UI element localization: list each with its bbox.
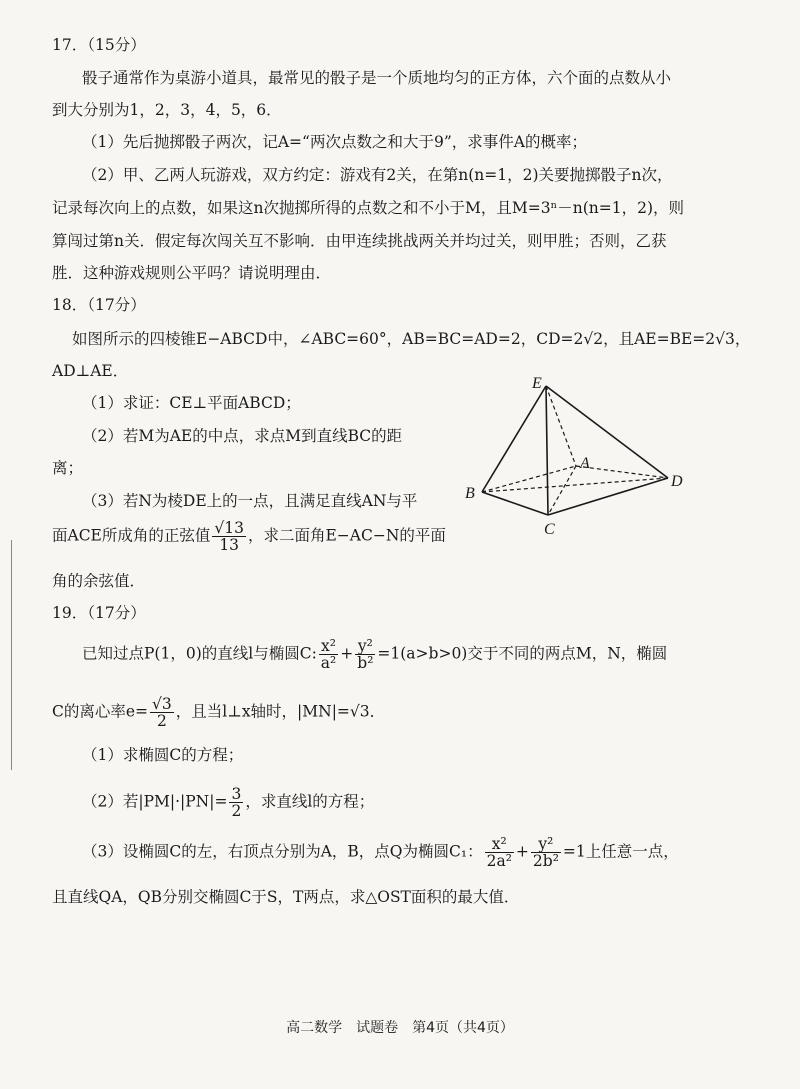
ellipse-x-fraction — [319, 638, 338, 671]
fraction-numerator: √3 — [152, 695, 172, 713]
q18-intro-line2: AD⊥AE． — [52, 362, 129, 380]
q19-ecc-text-a: C的离心率e= — [52, 702, 149, 721]
q17-intro-line2: 到大分别为1，2，3，4，5，6． — [52, 101, 282, 119]
q17-part2-line2: 记录每次向上的点数，如果这n次抛掷所得的点数之和不小于M，且M=3ⁿ－n(n=1，2)，则 — [52, 199, 685, 217]
binding-margin-line — [11, 540, 12, 770]
vertex-label-A: A — [580, 455, 590, 472]
edge-CD — [548, 478, 668, 515]
q19-part2-text-b: ，求直线l的方程； — [245, 792, 375, 811]
fraction-denominator: 2 — [156, 712, 167, 730]
ellipse-y-fraction — [355, 638, 375, 671]
q19-part1: （1）求椭圆C的方程； — [82, 746, 244, 764]
q19-intro-text-b: =1(a>b>0)交于不同的两点M，N，椭圆 — [377, 644, 668, 663]
fraction-denominator: 2a² — [486, 852, 512, 870]
fraction-denominator: 13 — [219, 536, 240, 554]
fraction-denominator: 2b² — [532, 852, 559, 870]
q18-part3-text-b: ，求二面角E−AC−N的平面 — [247, 526, 446, 545]
ellipse-c1-y-fraction — [531, 836, 561, 869]
fraction-denominator: b² — [357, 654, 374, 672]
vertex-label-C: C — [544, 521, 555, 538]
q19-intro-text-a: 已知过点P(1，0)的直线l与椭圆C: — [82, 644, 317, 663]
fraction-numerator: y² — [531, 836, 561, 853]
page-footer: 高二数学 试题卷 第4页（共4页） — [286, 1020, 514, 1036]
q18-part3-line3: 角的余弦值． — [52, 572, 146, 590]
q17-header: 17．（15分） — [52, 36, 146, 54]
q18-part3-text-a: 面ACE所成角的正弦值 — [52, 526, 211, 545]
edge-BC — [482, 492, 548, 515]
q18-header: 18．（17分） — [52, 296, 146, 314]
q18-part1: （1）求证：CE⊥平面ABCD； — [82, 394, 301, 412]
fraction-denominator: a² — [320, 654, 337, 672]
q17-part2-line3: 算闯过第n关．假定每次闯关互不影响．由甲连续挑战两关并均过关，则甲胜；否则，乙获 — [52, 232, 667, 250]
q19-intro-line2 — [52, 696, 385, 729]
q19-part3-line1: （3）设椭圆C的左，右顶点分别为A，B，点Q为椭圆C₁： $\frac{\text{x²}}{\text{2a²}}$ + $\frac{\text{y²}}{\text{2b²}}$ =1上任意一点， — [82, 835, 679, 870]
vertex-label-B: B — [465, 485, 475, 502]
q19-part2 — [82, 786, 374, 819]
edge-EB — [482, 386, 546, 492]
q19-part3-text-a: （3）设椭圆C的左，右顶点分别为A，B，点Q为椭圆C₁： — [82, 842, 483, 861]
q19-part2-fraction — [229, 786, 243, 819]
fraction-numerator: x² — [319, 638, 338, 655]
q17-part2-line4: 胜．这种游戏规则公平吗？请说明理由． — [52, 264, 332, 282]
q19-header: 19．（17分） — [52, 604, 146, 622]
q18-part2-line1: （2）若M为AE的中点，求点M到直线BC的距 — [82, 427, 403, 445]
eccentricity-fraction — [150, 696, 174, 729]
q19-part3-text-b: =1上任意一点， — [562, 842, 679, 861]
fraction-numerator: y² — [355, 638, 375, 655]
q19-intro-line1: 已知过点P(1，0)的直线l与椭圆C: $\frac{\text{x²}}{\text{a²}}$ + $\frac{\text{y²}}{\text{b²}}$ =1(a>b>0)交于不同的两点M，N，椭圆 — [82, 637, 668, 672]
edge-EC — [546, 386, 548, 515]
q17-intro-line1: 骰子通常作为桌游小道具，最常见的骰子是一个质地均匀的正方体，六个面的点数从小 — [82, 69, 672, 87]
edge-ED — [546, 386, 668, 478]
pyramid-figure — [460, 368, 700, 538]
q17-part2-line1: （2）甲、乙两人玩游戏，双方约定：游戏有2关，在第n(n=1，2)关要抛掷骰子n次， — [82, 166, 673, 184]
q17-part1: （1）先后抛掷骰子两次，记A=“两次点数之和大于9”，求事件A的概率； — [82, 133, 587, 151]
vertex-label-D: D — [671, 473, 683, 490]
q18-part3-line1: （3）若N为棱DE上的一点，且满足直线AN与平 — [82, 492, 418, 510]
fraction-numerator: √13 — [214, 519, 244, 537]
q19-part3-line2: 且直线QA，QB分别交椭圆C于S，T两点，求△OST面积的最大值． — [52, 888, 520, 906]
vertex-label-E: E — [532, 375, 542, 392]
fraction-numerator: 3 — [231, 785, 242, 803]
q19-part2-text-a: （2）若|PM|·|PN|= — [82, 792, 228, 811]
q18-part3-line2 — [52, 520, 446, 553]
fraction-numerator: x² — [485, 836, 514, 853]
q18-part2-line2: 离； — [52, 459, 84, 477]
ellipse-c1-x-fraction — [485, 836, 514, 869]
q18-intro-line1: 如图所示的四棱锥E−ABCD中，∠ABC=60°，AB=BC=AD=2，CD=2√2，且AE=BE=2√3， — [72, 330, 751, 348]
fraction-denominator: 2 — [231, 802, 242, 820]
edge-BD-hidden — [482, 478, 668, 492]
q19-ecc-text-b: ，且当l⊥x轴时，|MN|=√3． — [175, 702, 386, 721]
q18-sine-fraction — [212, 520, 246, 553]
